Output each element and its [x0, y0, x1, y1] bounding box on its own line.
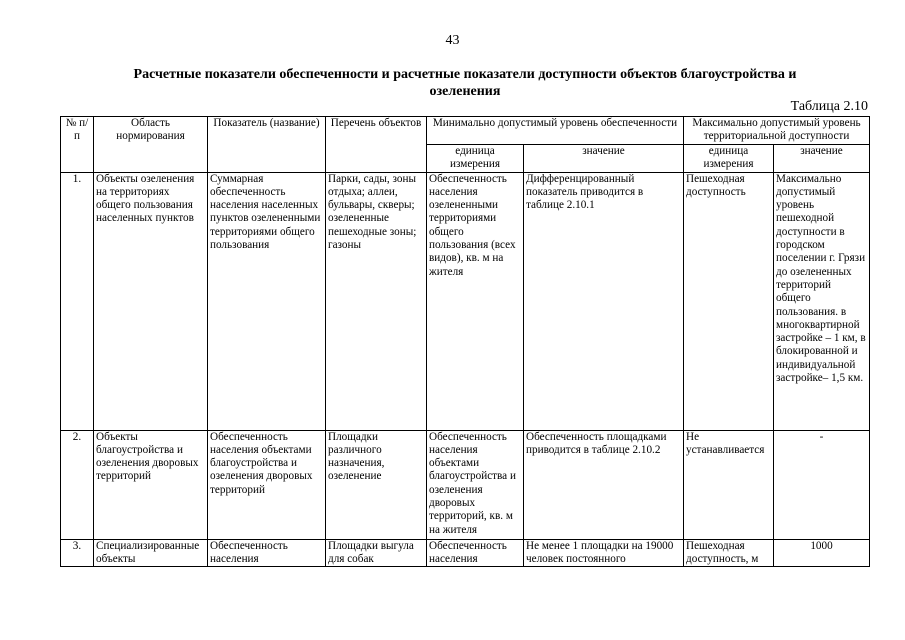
row-num: 3.: [61, 539, 94, 567]
row-num: 2.: [61, 430, 94, 539]
table-label: Таблица 2.10: [790, 99, 868, 114]
table-row: [61, 430, 870, 539]
row-min-value: Обеспеченность площадками приводится в таблице 2.10.2: [524, 430, 684, 539]
norms-table: [60, 116, 870, 567]
header-num: № п/п: [61, 117, 94, 173]
row-num: 1.: [61, 172, 94, 430]
row-objects: Парки, сады, зоны отдыха; аллеи, бульвары, скверы; озелененные пешеходные зоны; газоны: [326, 172, 427, 430]
header-min-value: значение: [524, 144, 684, 172]
row-max-value: -: [774, 430, 870, 539]
row-indicator: Обеспеченность населения объектами благоустройства и озеленения дворовых территорий: [208, 430, 326, 539]
header-indicator: Показатель (название): [208, 117, 326, 173]
header-max-level: Максимально допустимый уровень территориальной доступности: [684, 117, 870, 145]
row-objects: Площадки выгула для собак: [326, 539, 427, 567]
page-number: 43: [445, 33, 460, 48]
header-min-unit: единица измерения: [427, 144, 524, 172]
row-min-unit: Обеспеченность населения объектами благоустройства и озеленения дворовых территорий, кв. м на жителя: [427, 430, 524, 539]
table-row: [61, 172, 870, 430]
document-title: Расчетные показатели обеспеченности и расчетные показатели доступности объектов благоустройства и озеленения: [133, 67, 797, 99]
header-max-unit: единица измерения: [684, 144, 774, 172]
row-area: Специализированные объекты: [94, 539, 208, 567]
row-min-value: Дифференцированный показатель приводится в таблице 2.10.1: [524, 172, 684, 430]
row-min-value: Не менее 1 площадки на 19000 человек постоянного: [524, 539, 684, 567]
row-max-value: Максимально допустимый уровень пешеходной доступности в городском поселении г. Грязи до озелененных территорий общего пользования. в многоквартирной застройке – 1 км, в блокированной и индивидуальной застройке– 1,5 км.: [774, 172, 870, 430]
row-area: Объекты озеленения на территориях общего пользования населенных пунктов: [94, 172, 208, 430]
row-max-unit: Не устанавливается: [684, 430, 774, 539]
row-max-unit: Пешеходная доступность, м: [684, 539, 774, 567]
row-objects: Площадки различного назначения, озеленение: [326, 430, 427, 539]
table-row: [61, 539, 870, 567]
row-indicator: Суммарная обеспеченность населения населенных пунктов озелененными территориями общего пользования: [208, 172, 326, 430]
row-min-unit: Обеспеченность населения: [427, 539, 524, 567]
header-max-value: значение: [774, 144, 870, 172]
header-min-level: Минимально допустимый уровень обеспеченности: [427, 117, 684, 145]
header-area: Область нормирования: [94, 117, 208, 173]
row-min-unit: Обеспеченность населения озелененными территориями общего пользования (всех видов), кв. м на жителя: [427, 172, 524, 430]
row-max-unit: Пешеходная доступность: [684, 172, 774, 430]
row-area: Объекты благоустройства и озеленения дворовых территорий: [94, 430, 208, 539]
row-max-value: 1000: [774, 539, 870, 567]
header-objects: Перечень объектов: [326, 117, 427, 173]
row-indicator: Обеспеченность населения: [208, 539, 326, 567]
